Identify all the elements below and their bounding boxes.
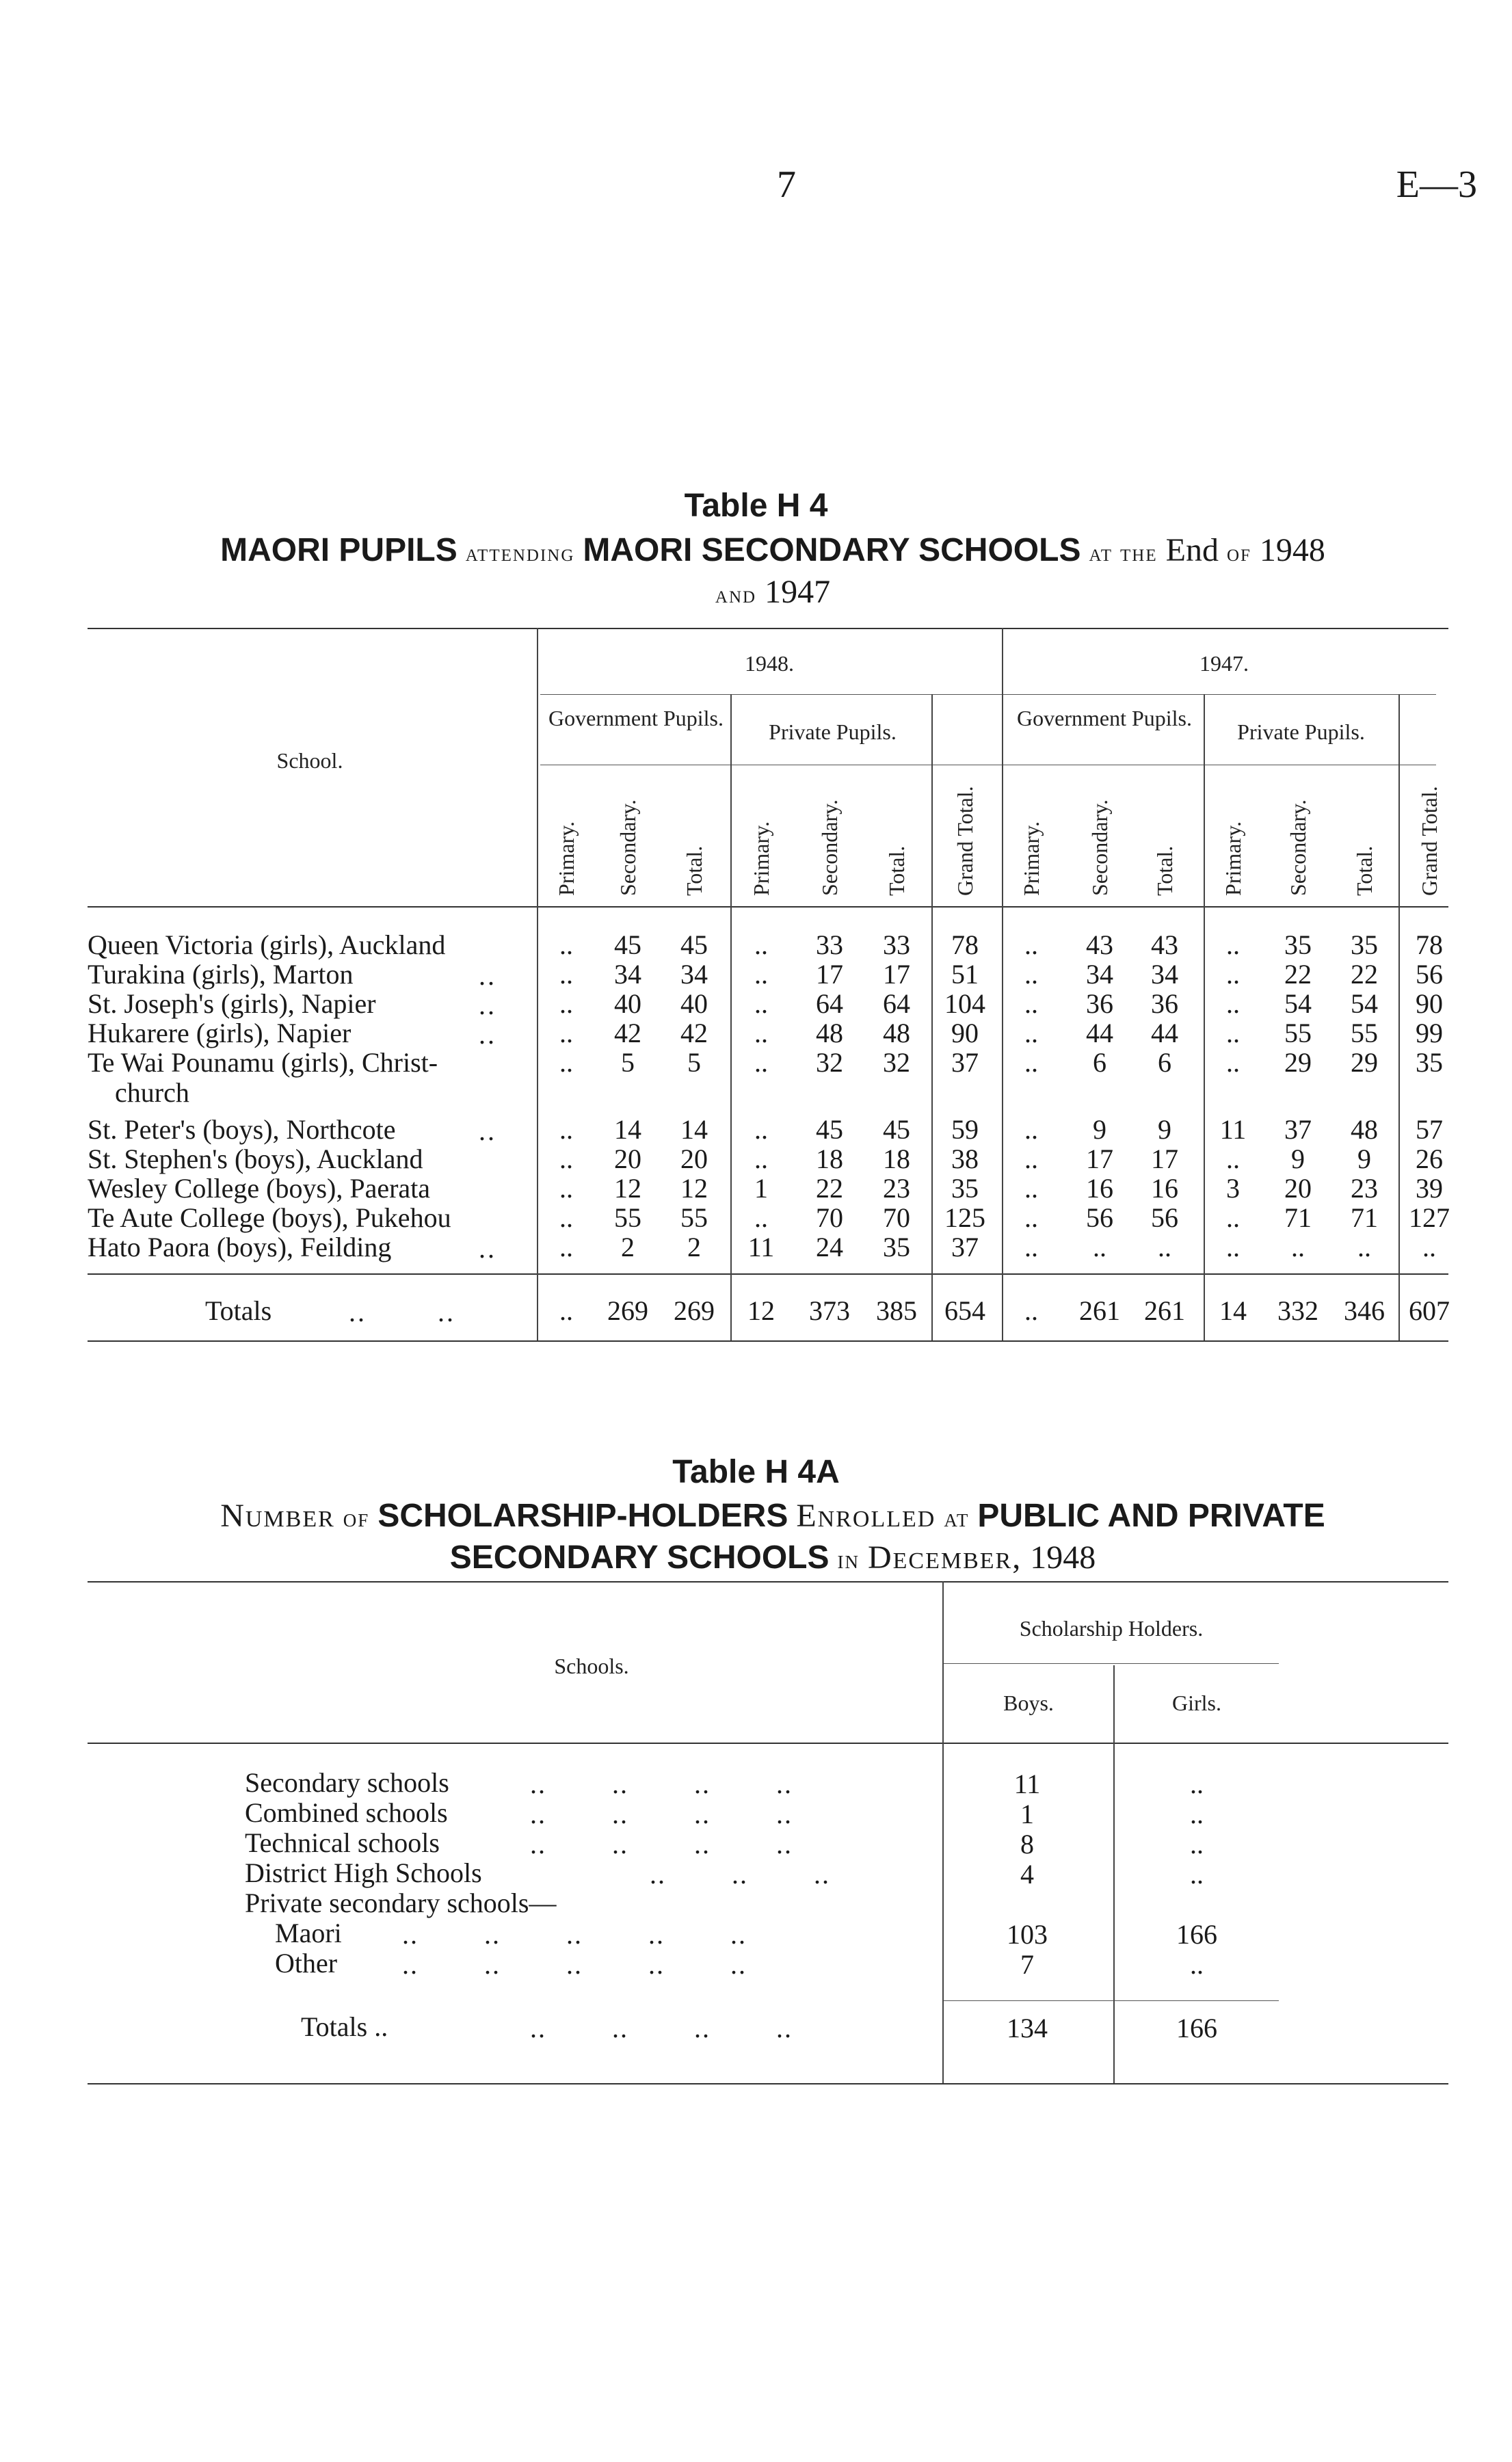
table-cell: .. (754, 1114, 768, 1145)
school-name: Queen Victoria (girls), Auckland (88, 929, 446, 960)
totals-cell: 261 (1144, 1295, 1185, 1326)
table-cell: 33 (883, 929, 910, 960)
table-cell: 34 (680, 959, 708, 990)
table-cell: .. (754, 988, 768, 1019)
table-cell: 29 (1284, 1047, 1312, 1078)
totals-cell: 14 (1219, 1295, 1247, 1326)
table-cell: 9 (1158, 1114, 1171, 1145)
table-cell: 64 (816, 988, 843, 1019)
boys-value: 7 (1020, 1949, 1034, 1980)
table-cell: 44 (1086, 1018, 1113, 1048)
table-cell: 5 (687, 1047, 701, 1078)
table-cell: 32 (816, 1047, 843, 1078)
girls-value: .. (1190, 1769, 1204, 1799)
table-cell: 45 (680, 929, 708, 960)
table-cell: 18 (816, 1143, 843, 1174)
table-cell: .. (754, 1202, 768, 1233)
totals-cell: .. (1024, 1295, 1038, 1326)
table-cell: 64 (883, 988, 910, 1019)
table-cell: 22 (1351, 959, 1378, 990)
school-name: Turakina (girls), Marton (88, 959, 354, 990)
table-cell: 48 (1351, 1114, 1378, 1145)
table-cell: 48 (816, 1018, 843, 1048)
table-cell: 20 (1284, 1173, 1312, 1204)
table-cell: 104 (944, 988, 985, 1019)
table-cell: .. (754, 929, 768, 960)
table-cell: 34 (1151, 959, 1178, 990)
school-type-name: Combined schools (245, 1797, 448, 1828)
school-name: Te Aute College (boys), Pukehou (88, 1202, 451, 1233)
totals-cell: 261 (1079, 1295, 1120, 1326)
totals-cell: .. (559, 1295, 573, 1326)
year-1948-header: 1948. (745, 651, 794, 676)
table-cell: 40 (680, 988, 708, 1019)
table-cell: .. (1024, 929, 1038, 960)
table-cell: .. (1024, 1173, 1038, 1204)
table-cell: 44 (1151, 1018, 1178, 1048)
table-cell: 9 (1291, 1143, 1305, 1174)
table-cell: .. (1422, 1232, 1436, 1262)
table1-label: Table H 4 (684, 488, 828, 524)
table1-title: MAORI PUPILS attending MAORI SECONDARY SCHOOLS at the End of 1948 and 1947 (220, 532, 1325, 610)
table-cell: 20 (680, 1143, 708, 1174)
table-cell: 33 (816, 929, 843, 960)
table-cell: 36 (1086, 988, 1113, 1019)
girls-header: Girls. (1172, 1691, 1221, 1715)
table-cell: 14 (614, 1114, 641, 1145)
table-cell: .. (559, 929, 573, 960)
table-cell: 40 (614, 988, 641, 1019)
table-cell: .. (1024, 1202, 1038, 1233)
table-cell: 70 (883, 1202, 910, 1233)
table-cell: .. (754, 1018, 768, 1048)
table-cell: 34 (1086, 959, 1113, 990)
table-cell: 35 (951, 1173, 979, 1204)
row-leader: .. .. .. .. (530, 1799, 793, 1829)
school-name: Hato Paora (boys), Feilding (88, 1232, 392, 1262)
school-name: St. Stephen's (boys), Auckland (88, 1143, 423, 1174)
table-cell: 42 (680, 1018, 708, 1048)
table-cell: 16 (1086, 1173, 1113, 1204)
table-cell: .. (559, 1202, 573, 1233)
table-cell: .. (559, 1018, 573, 1048)
row-leader: .. (479, 1233, 496, 1264)
school-type-name: Technical schools (245, 1827, 440, 1858)
gov-pupils-1947: Government Pupils. (1017, 706, 1192, 730)
year-rule (540, 694, 1436, 695)
table-cell: 20 (614, 1143, 641, 1174)
table-cell: 6 (1158, 1047, 1171, 1078)
table-cell: 43 (1151, 929, 1178, 960)
totals-cell: 269 (607, 1295, 648, 1326)
table-cell: 5 (621, 1047, 635, 1078)
boys-total: 134 (1007, 2013, 1048, 2043)
table-cell: 24 (816, 1232, 843, 1262)
table-cell: 37 (1284, 1114, 1312, 1145)
table-cell: .. (1226, 929, 1240, 960)
table-cell: .. (754, 1143, 768, 1174)
totals-cell: 269 (674, 1295, 715, 1326)
row-leader: .. .. .. .. .. (402, 1919, 747, 1950)
table-cell: 6 (1093, 1047, 1106, 1078)
table-cell: .. (1024, 1143, 1038, 1174)
table-cell: .. (559, 1143, 573, 1174)
table-cell: 55 (1284, 1018, 1312, 1048)
table2-label: Table H 4A (672, 1454, 840, 1490)
table-cell: .. (1024, 1114, 1038, 1145)
sub-primary-1948: Primary. (554, 821, 579, 896)
table-cell: .. (1093, 1232, 1106, 1262)
girls-value: .. (1190, 1799, 1204, 1829)
table-cell: 55 (680, 1202, 708, 1233)
totals-cell: 373 (809, 1295, 850, 1326)
sub-grand-1948: Grand Total. (953, 786, 977, 896)
table-cell: 22 (816, 1173, 843, 1204)
table-cell: .. (1024, 1047, 1038, 1078)
totals-cell: 346 (1344, 1295, 1385, 1326)
table-cell: .. (1226, 1232, 1240, 1262)
table-cell: .. (559, 1232, 573, 1262)
table-cell: 2 (621, 1232, 635, 1262)
table-cell: 125 (944, 1202, 985, 1233)
school-type-name: District High Schools (245, 1857, 482, 1888)
table-cell: 1 (754, 1173, 768, 1204)
girls-value: .. (1190, 1949, 1204, 1980)
table-cell: 3 (1226, 1173, 1240, 1204)
school-name: Wesley College (boys), Paerata (88, 1173, 431, 1204)
table-cell: 45 (614, 929, 641, 960)
table-cell: 23 (883, 1173, 910, 1204)
table-cell: 16 (1151, 1173, 1178, 1204)
sub-total-priv-1948: Total. (884, 845, 909, 896)
table-cell: 22 (1284, 959, 1312, 990)
table-cell: .. (1291, 1232, 1305, 1262)
table-cell: 11 (1219, 1114, 1247, 1145)
totals-label: Totals .. (301, 2011, 388, 2042)
table-cell: 17 (1086, 1143, 1113, 1174)
table-cell: 71 (1284, 1202, 1312, 1233)
totals-cell: 332 (1277, 1295, 1318, 1326)
scholarship-holders-header: Scholarship Holders. (1019, 1616, 1204, 1641)
totals-cell: 12 (747, 1295, 775, 1326)
table-cell: 48 (883, 1018, 910, 1048)
table-cell: 35 (1284, 929, 1312, 960)
sub-primary-1947: Primary. (1019, 821, 1044, 896)
table-cell: .. (559, 988, 573, 1019)
table-cell: 14 (680, 1114, 708, 1145)
table-cell: .. (1024, 988, 1038, 1019)
boys-value: 4 (1020, 1859, 1034, 1890)
row-leader: .. (479, 960, 496, 991)
table-cell: 55 (1351, 1018, 1378, 1048)
sub-total-1948: Total. (682, 845, 706, 896)
table-cell: .. (754, 959, 768, 990)
table-cell: 35 (1416, 1047, 1443, 1078)
school-type-name: Other (275, 1948, 338, 1978)
row-leader: .. .. .. .. (530, 1769, 793, 1799)
school-type-name: Private secondary schools— (245, 1888, 557, 1918)
table1-header-rule (88, 906, 1448, 908)
boys-value: 8 (1020, 1829, 1034, 1859)
girls-value: .. (1190, 1859, 1204, 1890)
table-cell: 59 (951, 1114, 979, 1145)
table1-bottom-rule (88, 1340, 1448, 1342)
table-cell: 56 (1416, 959, 1443, 990)
table-cell: 71 (1351, 1202, 1378, 1233)
table-cell: .. (1024, 1232, 1038, 1262)
table-cell: .. (559, 959, 573, 990)
table-cell: 42 (614, 1018, 641, 1048)
boys-value: 11 (1013, 1769, 1041, 1799)
table-cell: .. (1226, 1202, 1240, 1233)
document-reference: E—3 (1396, 163, 1477, 206)
table-cell: .. (1158, 1232, 1171, 1262)
sub-secondary-priv-1948: Secondary. (817, 799, 842, 896)
year-1947-header: 1947. (1199, 651, 1249, 676)
table-cell: 29 (1351, 1047, 1378, 1078)
table-cell: 35 (1351, 929, 1378, 960)
table-cell: 11 (747, 1232, 775, 1262)
table-cell: 51 (951, 959, 979, 990)
table-cell: 17 (1151, 1143, 1178, 1174)
table-cell: .. (754, 1047, 768, 1078)
totals-cell: 385 (876, 1295, 917, 1326)
row-leader: .. .. .. .. .. (402, 1949, 747, 1980)
girls-value: 166 (1176, 1919, 1217, 1950)
table-cell: 78 (1416, 929, 1443, 960)
table-cell: 127 (1409, 1202, 1450, 1233)
col-schools-header: Schools. (554, 1654, 629, 1678)
table-cell: .. (1226, 959, 1240, 990)
table-cell: 9 (1357, 1143, 1371, 1174)
table-cell: 37 (951, 1047, 979, 1078)
table-cell: 70 (816, 1202, 843, 1233)
table-cell: 90 (1416, 988, 1443, 1019)
table-cell: 17 (883, 959, 910, 990)
table-cell: .. (1226, 1047, 1240, 1078)
table-cell: 9 (1093, 1114, 1106, 1145)
page-number: 7 (777, 163, 796, 206)
table-cell: 56 (1086, 1202, 1113, 1233)
table-cell: 34 (614, 959, 641, 990)
row-leader: .. .. .. .. (530, 1829, 793, 1859)
table1-body-rule (88, 1273, 1448, 1275)
gov-pupils-1948: Government Pupils. (548, 706, 724, 730)
sub-primary-priv-1947: Primary. (1221, 821, 1245, 896)
table-cell: .. (1024, 959, 1038, 990)
boys-value: 1 (1020, 1799, 1034, 1829)
totals-leader: .. .. .. .. (530, 2013, 793, 2043)
school-name: St. Peter's (boys), Northcote (88, 1114, 396, 1145)
table-cell: 55 (614, 1202, 641, 1233)
table-cell: 12 (614, 1173, 641, 1204)
row-leader: .. (479, 990, 496, 1020)
totals-label: Totals (205, 1295, 272, 1326)
table-cell: .. (559, 1173, 573, 1204)
girls-total: 166 (1176, 2013, 1217, 2043)
school-name: Hukarere (girls), Napier (88, 1018, 352, 1048)
table-cell: .. (559, 1047, 573, 1078)
sub-total-1947: Total. (1152, 845, 1177, 896)
col-school-header: School. (276, 748, 343, 773)
table-cell: 99 (1416, 1018, 1443, 1048)
school-name-continued: church (115, 1077, 189, 1108)
table-cell: 45 (883, 1114, 910, 1145)
table-cell: 78 (951, 929, 979, 960)
row-leader: .. .. .. (650, 1859, 830, 1890)
sub-total-priv-1947: Total. (1352, 845, 1377, 896)
table-cell: 36 (1151, 988, 1178, 1019)
table-cell: 37 (951, 1232, 979, 1262)
sub-grand-1947: Grand Total. (1417, 786, 1442, 896)
girls-value: .. (1190, 1829, 1204, 1859)
table-cell: 26 (1416, 1143, 1443, 1174)
table-cell: 54 (1284, 988, 1312, 1019)
row-leader: .. (479, 1019, 496, 1050)
table-cell: 17 (816, 959, 843, 990)
table-cell: 90 (951, 1018, 979, 1048)
table-cell: .. (1226, 1143, 1240, 1174)
table-cell: 39 (1416, 1173, 1443, 1204)
sub-secondary-priv-1947: Secondary. (1286, 799, 1310, 896)
school-name: Te Wai Pounamu (girls), Christ- (88, 1047, 438, 1078)
table-cell: 54 (1351, 988, 1378, 1019)
table-cell: .. (1024, 1018, 1038, 1048)
priv-pupils-1947: Private Pupils. (1237, 719, 1365, 744)
table-cell: 32 (883, 1047, 910, 1078)
sub-primary-priv-1948: Primary. (749, 821, 773, 896)
table2-title: Number of SCHOLARSHIP-HOLDERS Enrolled at PUBLIC AND PRIVATE SECONDARY SCHOOLS in December, 1948 (220, 1498, 1325, 1576)
table-cell: 2 (687, 1232, 701, 1262)
table-cell: 57 (1416, 1114, 1443, 1145)
table-cell: 56 (1151, 1202, 1178, 1233)
school-name: St. Joseph's (girls), Napier (88, 988, 376, 1019)
totals-cell: 654 (944, 1295, 985, 1326)
totals-leader: .. .. (349, 1297, 455, 1327)
boys-value: 103 (1007, 1919, 1048, 1950)
boys-header: Boys. (1003, 1691, 1054, 1715)
totals-cell: 607 (1409, 1295, 1450, 1326)
table-cell: 43 (1086, 929, 1113, 960)
table-cell: 38 (951, 1143, 979, 1174)
table-cell: 35 (883, 1232, 910, 1262)
school-type-name: Maori (275, 1918, 342, 1948)
priv-pupils-1948: Private Pupils. (769, 719, 897, 744)
table-cell: 45 (816, 1114, 843, 1145)
row-leader: .. (479, 1115, 496, 1146)
table-cell: 18 (883, 1143, 910, 1174)
table-cell: .. (1357, 1232, 1371, 1262)
table-cell: .. (1226, 1018, 1240, 1048)
sub-secondary-1948: Secondary. (615, 799, 640, 896)
table-cell: .. (559, 1114, 573, 1145)
table1-top-rule (88, 628, 1448, 629)
school-type-name: Secondary schools (245, 1767, 449, 1798)
table-cell: .. (1226, 988, 1240, 1019)
sub-secondary-1947: Secondary. (1087, 799, 1112, 896)
table-cell: 23 (1351, 1173, 1378, 1204)
table-cell: 12 (680, 1173, 708, 1204)
